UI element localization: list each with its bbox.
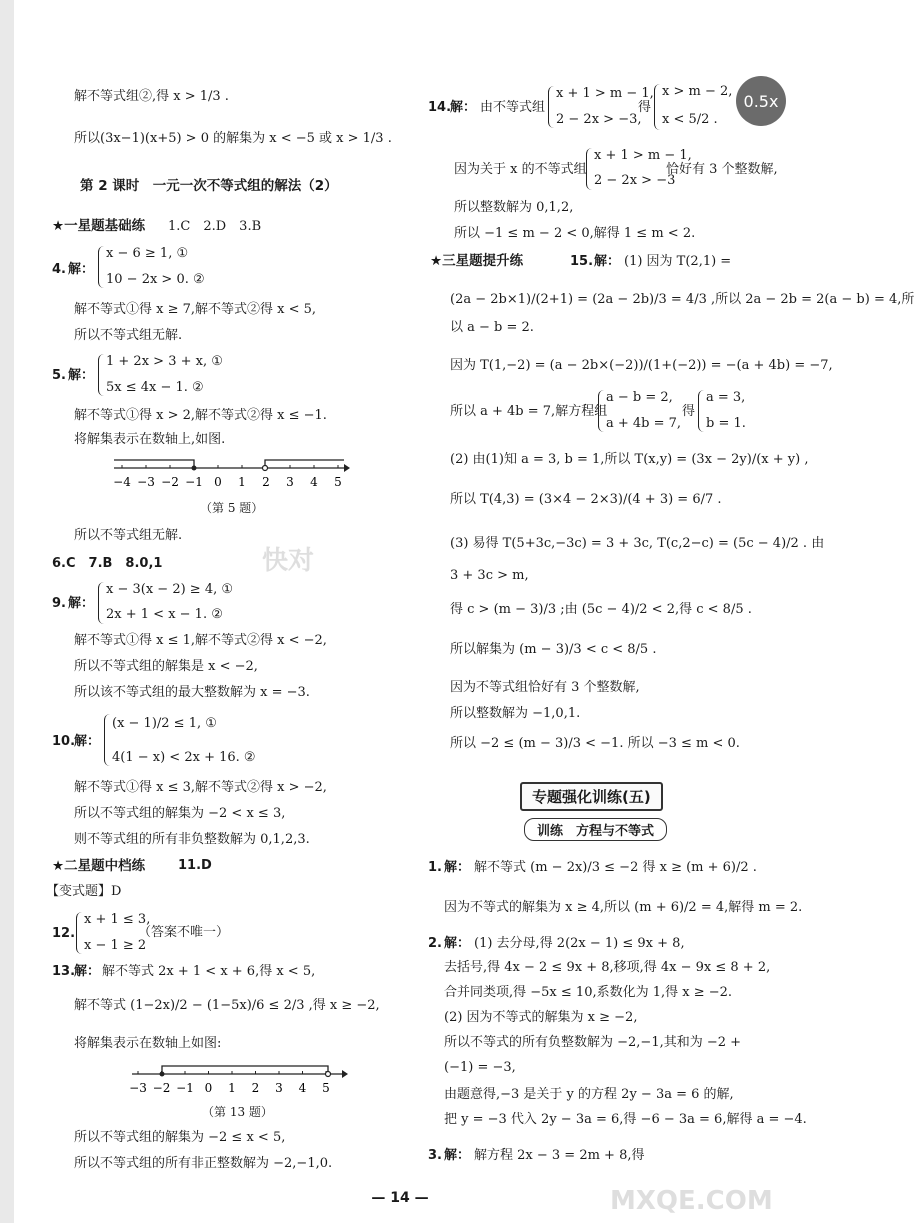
text-line: 得 [682,404,696,419]
tick-label: 0 [214,475,222,489]
text-line: (1) 去分母,得 2(2x − 1) ≤ 9x + 8, [474,936,685,951]
text-line: 解方程 2x − 3 = 2m + 8,得 [474,1148,645,1163]
q14-system-eq1: x + 1 > m − 1, [556,86,654,101]
number-line-q5 [110,452,350,498]
q9-lead: 解： [68,596,95,611]
q5-system-eq1: 1 + 2x > 3 + x, ① [106,354,223,369]
q14-number: 14. [428,100,452,115]
q14-result-eq2: x < 5/2 . [662,112,718,127]
text-line: 所以(3x−1)(x+5) > 0 的解集为 x < −5 或 x > 1/3 . [74,131,392,146]
tick-label: −1 [176,1081,194,1095]
q12-number: 12. [52,926,76,941]
p1-number: 1. [428,860,442,875]
tick-label: −3 [129,1081,147,1095]
playback-speed-button[interactable]: 0.5x [736,76,786,126]
q9-number: 9. [52,596,66,611]
star2-label: ★二星题中档练 [52,858,146,874]
tick-label: 2 [262,475,270,489]
q5-lead: 解： [68,368,95,383]
tick-label: 5 [322,1081,330,1095]
p3-lead: 解： [444,1148,471,1163]
text-line: 解不等式①得 x ≤ 1,解不等式②得 x < −2, [74,633,327,648]
q10-system-eq1: (x − 1)/2 ≤ 1, ① [112,716,217,731]
q14-system-eq2: 2 − 2x > −3, [556,112,642,127]
tick-label: −1 [185,475,203,489]
text-line: 把 y = −3 代入 2y − 3a = 6,得 −6 − 3a = 6,解得 a = −4. [444,1112,807,1127]
text-line: 所以不等式组的解集为 −2 < x ≤ 3, [74,806,286,821]
text-line: 解不等式 (1−2x)/2 − (1−5x)/6 ≤ 2/3 ,得 x ≥ −2, [74,998,380,1013]
section-title: 第 2 课时 一元一次不等式组的解法（2） [80,178,338,194]
q10-number: 10. [52,734,76,749]
text-line: 去括号,得 4x − 2 ≤ 9x + 8,移项,得 4x − 9x ≤ 8 + 2, [444,960,771,975]
brace [98,582,104,624]
tick-label: 2 [251,1081,260,1095]
page-number: — 14 — [371,1190,429,1206]
p1-lead: 解： [444,860,471,875]
text-line: 合并同类项,得 −5x ≤ 10,系数化为 1,得 x ≥ −2. [444,985,733,1000]
q14-b-system-eq2: 2 − 2x > −3 [594,173,676,188]
section-badge-title: 专题强化训练(五) [520,782,663,811]
q9-system-eq1: x − 3(x − 2) ≥ 4, ① [106,582,234,597]
text-line: 所以解集为 (m − 3)/3 < c < 8/5 . [450,642,657,657]
text-line: 所以该不等式组的最大整数解为 x = −3. [74,685,310,700]
text-line: 因为关于 x 的不等式组 [454,162,587,177]
text-line: 因为不等式的解集为 x ≥ 4,所以 (m + 6)/2 = 4,解得 m = 2. [444,900,803,915]
text-line: (2a − 2b×1)/(2+1) = (2a − 2b)/3 = 4/3 ,所以 2a − 2b = 2(a − b) = 4,所 [450,292,914,307]
brace [76,912,82,954]
q15-lead: 解： [594,254,621,269]
tick-label: 1 [238,475,246,489]
watermark-corner: MXQE.COM [610,1186,773,1216]
text-line: 所以整数解为 −1,0,1. [450,706,581,721]
text-line: 将解集表示在数轴上,如图. [74,432,226,447]
p3-number: 3. [428,1148,442,1163]
figure-caption: （第 13 题） [202,1105,273,1119]
answers-6-8: 6.C 7.B 8.0,1 [52,556,163,571]
variant-answer: 【变式题】D [46,884,122,899]
q15-number: 15. [570,254,594,269]
q14-result-eq1: x > m − 2, [662,84,733,99]
text-line: 所以不等式组的解集为 −2 ≤ x < 5, [74,1130,286,1145]
text-line: 所以 −2 ≤ (m − 3)/3 < −1. 所以 −3 ≤ m < 0. [450,736,740,751]
p2-lead: 解： [444,936,471,951]
text-line: 解不等式组②,得 x > 1/3 . [74,89,229,104]
number-line-q13 [128,1058,348,1100]
tick-label: 1 [228,1081,236,1095]
q15-system-eq1: a − b = 2, [606,390,673,405]
text-line: (1) 因为 T(2,1) = [624,254,732,269]
text-line: (2) 因为不等式的解集为 x ≥ −2, [444,1010,638,1025]
text-line: 由不等式组 [480,100,546,115]
q12-note: （答案不唯一） [138,925,230,940]
text-line: 解不等式 (m − 2x)/3 ≤ −2 得 x ≥ (m + 6)/2 . [474,860,757,875]
text-line: 得 c > (m − 3)/3 ;由 (5c − 4)/2 < 2,得 c < 8/5 . [450,602,752,617]
text-line: (2) 由(1)知 a = 3, b = 1,所以 T(x,y) = (3x − 2y)/(x + y) , [450,452,809,467]
brace [98,354,104,396]
text-line: 因为 T(1,−2) = (a − 2b×(−2))/(1+(−2)) = −(a + 4b) = −7, [450,358,833,373]
q4-system-eq1: x − 6 ≥ 1, ① [106,246,189,261]
brace [548,86,554,128]
text-line: 所以不等式组的解集是 x < −2, [74,659,258,674]
star1-answers: 1.C 2.D 3.B [168,219,262,234]
text-line: 解不等式 2x + 1 < x + 6,得 x < 5, [102,964,316,979]
section-badge-subtitle: 训练 方程与不等式 [524,818,667,841]
text-line: 由题意得,−3 是关于 y 的方程 2y − 3a = 6 的解, [444,1087,734,1102]
text-line: 以 a − b = 2. [450,320,534,335]
q5-system-eq2: 5x ≤ 4x − 1. ② [106,380,204,395]
tick-label: −2 [152,1081,171,1095]
q14-b-system-eq1: x + 1 > m − 1, [594,148,692,163]
tick-label: −2 [161,475,179,489]
text-line: 解不等式①得 x ≤ 3,解不等式②得 x > −2, [74,780,327,795]
text-line: 所以 a + 4b = 7,解方程组 [450,404,608,419]
q13-lead: 解： [74,964,101,979]
text-line: 得 [638,100,652,115]
q4-number: 4. [52,262,66,277]
page-edge [0,0,14,1223]
text-line: 将解集表示在数轴上如图: [74,1036,222,1051]
brace [654,84,660,130]
q15-result-eq2: b = 1. [706,416,746,431]
star3-label: ★三星题提升练 [430,253,524,269]
text-line: 解不等式①得 x > 2,解不等式②得 x ≤ −1. [74,408,327,423]
tick-label: 3 [275,1081,283,1095]
watermark: 快对 [262,546,315,576]
q12-system-eq2: x − 1 ≥ 2 [84,938,147,953]
star1-label: ★一星题基础练 [52,218,146,234]
text-line: (3) 易得 T(5+3c,−3c) = 3 + 3c, T(c,2−c) = (5c − 4)/2 . 由 [450,536,825,551]
text-line: 所以 −1 ≤ m − 2 < 0,解得 1 ≤ m < 2. [454,226,696,241]
text-line: 所以 T(4,3) = (3×4 − 2×3)/(4 + 3) = 6/7 . [450,492,722,507]
text-line: 所以不等式组无解. [74,528,183,543]
text-line: 因为不等式组恰好有 3 个整数解, [450,680,640,695]
q10-lead: 解： [74,734,101,749]
figure-caption: （第 5 题） [200,501,264,515]
text-line: 所以不等式组的所有非正整数解为 −2,−1,0. [74,1156,333,1171]
tick-label: 4 [310,475,318,489]
tick-label: 0 [204,1081,213,1095]
text-line: 所以整数解为 0,1,2, [454,200,574,215]
brace [586,148,592,190]
brace [104,714,110,766]
q9-system-eq2: 2x + 1 < x − 1. ② [106,607,223,622]
brace [98,246,104,288]
q15-result-eq1: a = 3, [706,390,746,405]
q12-system-eq1: x + 1 ≤ 3, [84,912,151,927]
text-line: 解不等式①得 x ≥ 7,解不等式②得 x < 5, [74,302,317,317]
text-line: (−1) = −3, [444,1060,516,1075]
brace [598,390,604,432]
q5-number: 5. [52,368,66,383]
text-line: 所以不等式的所有负整数解为 −2,−1,其和为 −2 + [444,1035,742,1050]
tick-label: 3 [286,475,294,489]
brace [698,390,704,432]
q4-lead: 解： [68,262,95,277]
tick-label: 4 [298,1081,307,1095]
q14-lead: 解： [450,100,477,115]
text-line: 则不等式组的所有非负整数解为 0,1,2,3. [74,832,310,847]
p2-number: 2. [428,936,442,951]
tick-label: 5 [334,475,342,489]
q4-system-eq2: 10 − 2x > 0. ② [106,272,205,287]
tick-label: −4 [113,475,131,489]
text-line: 3 + 3c > m, [450,568,529,583]
tick-label: −3 [137,475,155,489]
star2-answers: 11.D [178,858,212,873]
q13-number: 13. [52,964,76,979]
q10-system-eq2: 4(1 − x) < 2x + 16. ② [112,750,256,765]
text-line: 所以不等式组无解. [74,328,183,343]
q15-system-eq2: a + 4b = 7, [606,416,682,431]
text-line: 恰好有 3 个整数解, [666,162,778,177]
